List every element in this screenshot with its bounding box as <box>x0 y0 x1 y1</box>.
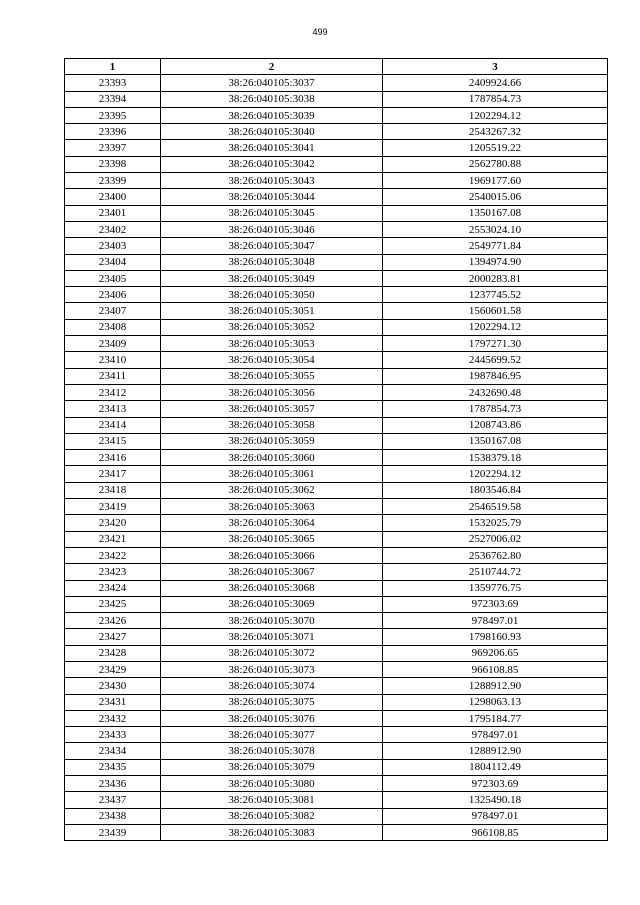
value-cell: 1237745.52 <box>383 287 608 303</box>
row-number-cell: 23413 <box>65 401 161 417</box>
row-number-cell: 23410 <box>65 352 161 368</box>
table-row <box>65 303 608 319</box>
value-cell: 2549771.84 <box>383 238 608 254</box>
row-number-cell: 23401 <box>65 205 161 221</box>
row-number-cell: 23436 <box>65 776 161 792</box>
cadastral-number-cell: 38:26:040105:3063 <box>161 499 383 515</box>
column-header-2: 2 <box>161 59 383 75</box>
cadastral-number-cell: 38:26:040105:3039 <box>161 107 383 123</box>
row-number-cell: 23411 <box>65 368 161 384</box>
row-number-cell: 23424 <box>65 580 161 596</box>
table-row <box>65 287 608 303</box>
value-cell: 2543267.32 <box>383 124 608 140</box>
row-number-cell: 23434 <box>65 743 161 759</box>
cadastral-number-cell: 38:26:040105:3047 <box>161 238 383 254</box>
row-number-cell: 23417 <box>65 466 161 482</box>
table-row <box>65 678 608 694</box>
table-row <box>65 743 608 759</box>
cadastral-number-cell: 38:26:040105:3048 <box>161 254 383 270</box>
row-number-cell: 23426 <box>65 613 161 629</box>
table-row <box>65 499 608 515</box>
value-cell: 2540015.06 <box>383 189 608 205</box>
table-row <box>65 661 608 677</box>
value-cell: 978497.01 <box>383 808 608 824</box>
table-row <box>65 336 608 352</box>
table-row <box>65 384 608 400</box>
cadastral-number-cell: 38:26:040105:3076 <box>161 710 383 726</box>
table-row <box>65 645 608 661</box>
value-cell: 978497.01 <box>383 727 608 743</box>
value-cell: 2536762.80 <box>383 547 608 563</box>
value-cell: 1987846.95 <box>383 368 608 384</box>
cadastral-number-cell: 38:26:040105:3077 <box>161 727 383 743</box>
row-number-cell: 23416 <box>65 450 161 466</box>
table-row <box>65 694 608 710</box>
table-row <box>65 352 608 368</box>
table-row <box>65 710 608 726</box>
cadastral-number-cell: 38:26:040105:3064 <box>161 515 383 531</box>
row-number-cell: 23439 <box>65 824 161 840</box>
table-row <box>65 173 608 189</box>
data-table <box>64 58 608 841</box>
row-number-cell: 23431 <box>65 694 161 710</box>
cadastral-number-cell: 38:26:040105:3051 <box>161 303 383 319</box>
row-number-cell: 23415 <box>65 433 161 449</box>
row-number-cell: 23408 <box>65 319 161 335</box>
value-cell: 972303.69 <box>383 596 608 612</box>
table-row <box>65 107 608 123</box>
row-number-cell: 23406 <box>65 287 161 303</box>
cadastral-number-cell: 38:26:040105:3069 <box>161 596 383 612</box>
row-number-cell: 23433 <box>65 727 161 743</box>
table-row <box>65 401 608 417</box>
table-row <box>65 759 608 775</box>
cadastral-number-cell: 38:26:040105:3058 <box>161 417 383 433</box>
cadastral-number-cell: 38:26:040105:3074 <box>161 678 383 694</box>
table-row <box>65 727 608 743</box>
table-row <box>65 189 608 205</box>
row-number-cell: 23430 <box>65 678 161 694</box>
value-cell: 1202294.12 <box>383 319 608 335</box>
table-row <box>65 482 608 498</box>
value-cell: 966108.85 <box>383 824 608 840</box>
row-number-cell: 23400 <box>65 189 161 205</box>
cadastral-number-cell: 38:26:040105:3059 <box>161 433 383 449</box>
cadastral-number-cell: 38:26:040105:3079 <box>161 759 383 775</box>
cadastral-number-cell: 38:26:040105:3070 <box>161 613 383 629</box>
cadastral-number-cell: 38:26:040105:3056 <box>161 384 383 400</box>
cadastral-number-cell: 38:26:040105:3082 <box>161 808 383 824</box>
cadastral-number-cell: 38:26:040105:3073 <box>161 661 383 677</box>
row-number-cell: 23421 <box>65 531 161 547</box>
table-row <box>65 140 608 156</box>
table-row <box>65 368 608 384</box>
table-row <box>65 808 608 824</box>
row-number-cell: 23409 <box>65 336 161 352</box>
value-cell: 2510744.72 <box>383 564 608 580</box>
table-row <box>65 824 608 840</box>
cadastral-number-cell: 38:26:040105:3057 <box>161 401 383 417</box>
cadastral-number-cell: 38:26:040105:3049 <box>161 270 383 286</box>
cadastral-number-cell: 38:26:040105:3046 <box>161 221 383 237</box>
cadastral-number-cell: 38:26:040105:3044 <box>161 189 383 205</box>
cadastral-number-cell: 38:26:040105:3080 <box>161 776 383 792</box>
table-row <box>65 776 608 792</box>
row-number-cell: 23412 <box>65 384 161 400</box>
value-cell: 2432690.48 <box>383 384 608 400</box>
table-row <box>65 531 608 547</box>
cadastral-number-cell: 38:26:040105:3066 <box>161 547 383 563</box>
value-cell: 966108.85 <box>383 661 608 677</box>
row-number-cell: 23402 <box>65 221 161 237</box>
cadastral-number-cell: 38:26:040105:3083 <box>161 824 383 840</box>
table-row <box>65 205 608 221</box>
row-number-cell: 23435 <box>65 759 161 775</box>
value-cell: 1969177.60 <box>383 173 608 189</box>
cadastral-number-cell: 38:26:040105:3038 <box>161 91 383 107</box>
table-row <box>65 629 608 645</box>
table-row <box>65 580 608 596</box>
value-cell: 1202294.12 <box>383 466 608 482</box>
row-number-cell: 23407 <box>65 303 161 319</box>
row-number-cell: 23403 <box>65 238 161 254</box>
cadastral-number-cell: 38:26:040105:3067 <box>161 564 383 580</box>
table-row <box>65 433 608 449</box>
page-number: 499 <box>312 27 328 37</box>
cadastral-number-cell: 38:26:040105:3078 <box>161 743 383 759</box>
value-cell: 1532025.79 <box>383 515 608 531</box>
value-cell: 978497.01 <box>383 613 608 629</box>
value-cell: 1359776.75 <box>383 580 608 596</box>
cadastral-number-cell: 38:26:040105:3060 <box>161 450 383 466</box>
cadastral-number-cell: 38:26:040105:3062 <box>161 482 383 498</box>
row-number-cell: 23395 <box>65 107 161 123</box>
cadastral-number-cell: 38:26:040105:3045 <box>161 205 383 221</box>
cadastral-number-cell: 38:26:040105:3042 <box>161 156 383 172</box>
table-row <box>65 466 608 482</box>
value-cell: 2000283.81 <box>383 270 608 286</box>
cadastral-number-cell: 38:26:040105:3068 <box>161 580 383 596</box>
row-number-cell: 23393 <box>65 75 161 91</box>
value-cell: 2562780.88 <box>383 156 608 172</box>
value-cell: 1205519.22 <box>383 140 608 156</box>
cadastral-number-cell: 38:26:040105:3052 <box>161 319 383 335</box>
value-cell: 1288912.90 <box>383 678 608 694</box>
cadastral-number-cell: 38:26:040105:3053 <box>161 336 383 352</box>
cadastral-number-cell: 38:26:040105:3040 <box>161 124 383 140</box>
cadastral-number-cell: 38:26:040105:3043 <box>161 173 383 189</box>
table-row <box>65 319 608 335</box>
row-number-cell: 23399 <box>65 173 161 189</box>
table-row <box>65 417 608 433</box>
value-cell: 1538379.18 <box>383 450 608 466</box>
row-number-cell: 23396 <box>65 124 161 140</box>
column-header-3: 3 <box>383 59 608 75</box>
row-number-cell: 23419 <box>65 499 161 515</box>
column-header-1: 1 <box>65 59 161 75</box>
table-row <box>65 515 608 531</box>
row-number-cell: 23394 <box>65 91 161 107</box>
value-cell: 2553024.10 <box>383 221 608 237</box>
value-cell: 1288912.90 <box>383 743 608 759</box>
cadastral-number-cell: 38:26:040105:3050 <box>161 287 383 303</box>
table-row <box>65 547 608 563</box>
row-number-cell: 23405 <box>65 270 161 286</box>
table-row <box>65 270 608 286</box>
table-row <box>65 450 608 466</box>
value-cell: 1208743.86 <box>383 417 608 433</box>
table-row <box>65 596 608 612</box>
value-cell: 1787854.73 <box>383 91 608 107</box>
row-number-cell: 23398 <box>65 156 161 172</box>
table-row <box>65 254 608 270</box>
row-number-cell: 23425 <box>65 596 161 612</box>
value-cell: 1350167.08 <box>383 205 608 221</box>
value-cell: 2546519.58 <box>383 499 608 515</box>
value-cell: 1803546.84 <box>383 482 608 498</box>
value-cell: 1350167.08 <box>383 433 608 449</box>
table-row <box>65 792 608 808</box>
row-number-cell: 23432 <box>65 710 161 726</box>
cadastral-number-cell: 38:26:040105:3037 <box>161 75 383 91</box>
value-cell: 1298063.13 <box>383 694 608 710</box>
table-row <box>65 75 608 91</box>
row-number-cell: 23397 <box>65 140 161 156</box>
table-row <box>65 564 608 580</box>
table-header <box>65 59 608 75</box>
value-cell: 1787854.73 <box>383 401 608 417</box>
cadastral-number-cell: 38:26:040105:3081 <box>161 792 383 808</box>
cadastral-number-cell: 38:26:040105:3072 <box>161 645 383 661</box>
value-cell: 2445699.52 <box>383 352 608 368</box>
value-cell: 1325490.18 <box>383 792 608 808</box>
table-row <box>65 238 608 254</box>
row-number-cell: 23418 <box>65 482 161 498</box>
row-number-cell: 23404 <box>65 254 161 270</box>
cadastral-number-cell: 38:26:040105:3041 <box>161 140 383 156</box>
value-cell: 1804112.49 <box>383 759 608 775</box>
value-cell: 972303.69 <box>383 776 608 792</box>
table-row <box>65 613 608 629</box>
row-number-cell: 23438 <box>65 808 161 824</box>
value-cell: 1394974.90 <box>383 254 608 270</box>
table-row <box>65 91 608 107</box>
cadastral-number-cell: 38:26:040105:3055 <box>161 368 383 384</box>
value-cell: 2409924.66 <box>383 75 608 91</box>
row-number-cell: 23423 <box>65 564 161 580</box>
value-cell: 1797271.30 <box>383 336 608 352</box>
cadastral-number-cell: 38:26:040105:3075 <box>161 694 383 710</box>
row-number-cell: 23414 <box>65 417 161 433</box>
header-row <box>65 59 608 75</box>
value-cell: 969206.65 <box>383 645 608 661</box>
value-cell: 2527006.02 <box>383 531 608 547</box>
value-cell: 1795184.77 <box>383 710 608 726</box>
cadastral-number-cell: 38:26:040105:3054 <box>161 352 383 368</box>
table-row <box>65 124 608 140</box>
table-row <box>65 221 608 237</box>
cadastral-number-cell: 38:26:040105:3071 <box>161 629 383 645</box>
row-number-cell: 23428 <box>65 645 161 661</box>
row-number-cell: 23437 <box>65 792 161 808</box>
value-cell: 1798160.93 <box>383 629 608 645</box>
row-number-cell: 23429 <box>65 661 161 677</box>
cadastral-number-cell: 38:26:040105:3065 <box>161 531 383 547</box>
table-body <box>65 75 608 841</box>
cadastral-number-cell: 38:26:040105:3061 <box>161 466 383 482</box>
row-number-cell: 23427 <box>65 629 161 645</box>
value-cell: 1560601.58 <box>383 303 608 319</box>
table-row <box>65 156 608 172</box>
value-cell: 1202294.12 <box>383 107 608 123</box>
row-number-cell: 23422 <box>65 547 161 563</box>
row-number-cell: 23420 <box>65 515 161 531</box>
